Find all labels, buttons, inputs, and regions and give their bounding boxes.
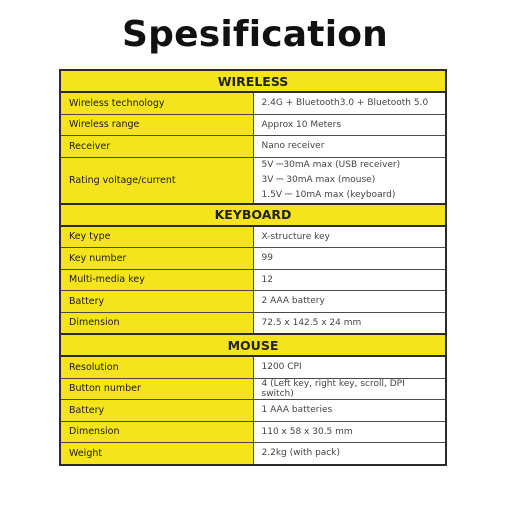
table-row bbox=[60, 92, 446, 114]
spec-label: Receiver bbox=[60, 136, 253, 158]
spec-label: Key type bbox=[60, 226, 253, 248]
spec-label: Button number bbox=[60, 378, 253, 400]
spec-value: X-structure key bbox=[253, 226, 446, 248]
spec-value: Approx 10 Meters bbox=[253, 114, 446, 136]
spec-value-multiline bbox=[253, 157, 446, 204]
spec-label: Resolution bbox=[60, 356, 253, 378]
spec-label: Dimension bbox=[60, 312, 253, 334]
spec-value: Nano receiver bbox=[253, 136, 446, 158]
spec-label: Weight bbox=[60, 443, 253, 465]
section-title: KEYBOARD bbox=[60, 204, 446, 226]
table-row bbox=[60, 400, 446, 422]
spec-value: 1200 CPI bbox=[253, 356, 446, 378]
spec-value: 2 AAA battery bbox=[253, 291, 446, 313]
section-title: WIRELESS bbox=[60, 70, 446, 92]
table-row bbox=[60, 443, 446, 465]
spec-value: 2.4G + Bluetooth3.0 + Bluetooth 5.0 bbox=[253, 92, 446, 114]
spec-label: Rating voltage/current bbox=[60, 157, 253, 204]
spec-label: Multi-media key bbox=[60, 269, 253, 291]
spec-value: 110 x 58 x 30.5 mm bbox=[253, 421, 446, 443]
spec-label: Wireless range bbox=[60, 114, 253, 136]
spec-label: Battery bbox=[60, 291, 253, 313]
table-row bbox=[60, 269, 446, 291]
table-row bbox=[60, 114, 446, 136]
table-row bbox=[60, 136, 446, 158]
table-row bbox=[60, 248, 446, 270]
section-header-wireless bbox=[60, 70, 446, 92]
spec-value-line: 3V ⎓ 30mA max (mouse) bbox=[261, 174, 376, 185]
table-row bbox=[60, 378, 446, 400]
specification-table bbox=[59, 69, 447, 466]
spec-value: 72.5 x 142.5 x 24 mm bbox=[253, 312, 446, 334]
spec-label: Key number bbox=[60, 248, 253, 270]
spec-value: 2.2kg (with pack) bbox=[253, 443, 446, 465]
section-title: MOUSE bbox=[60, 334, 446, 356]
spec-label: Dimension bbox=[60, 421, 253, 443]
spec-label: Battery bbox=[60, 400, 253, 422]
section-header-mouse bbox=[60, 334, 446, 356]
table-row bbox=[60, 291, 446, 313]
section-header-keyboard bbox=[60, 204, 446, 226]
spec-value: 12 bbox=[253, 269, 446, 291]
page-title: Spesification bbox=[121, 14, 389, 55]
table-row bbox=[60, 157, 446, 204]
spec-value-line: 1.5V ⎓ 10mA max (keyboard) bbox=[261, 189, 396, 200]
table-row bbox=[60, 226, 446, 248]
spec-value: 1 AAA batteries bbox=[253, 400, 446, 422]
spec-value: 4 (Left key, right key, scroll, DPI switch) bbox=[253, 378, 446, 400]
table-row bbox=[60, 356, 446, 378]
table-row bbox=[60, 421, 446, 443]
table-row bbox=[60, 312, 446, 334]
spec-value: 99 bbox=[253, 248, 446, 270]
spec-value-line: 5V ⎓30mA max (USB receiver) bbox=[261, 159, 401, 170]
spec-label: Wireless technology bbox=[60, 92, 253, 114]
